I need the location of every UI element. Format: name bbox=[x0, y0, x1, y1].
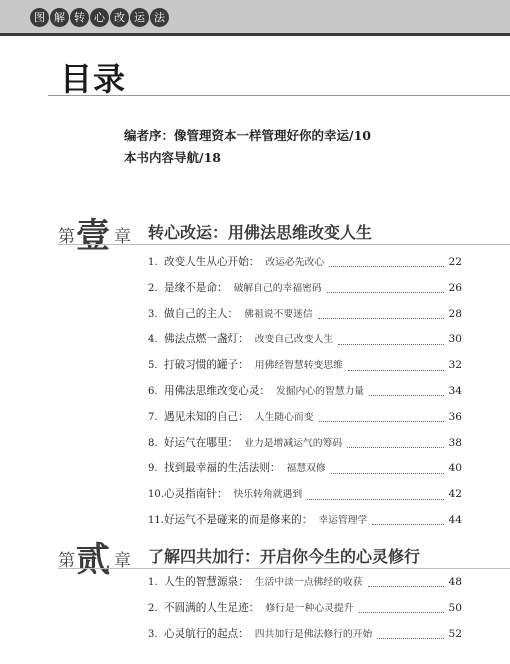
series-title-char: 运 bbox=[130, 8, 149, 27]
series-title-char: 图 bbox=[30, 8, 49, 27]
entry-page-number: 32 bbox=[448, 359, 462, 372]
toc-entry[interactable] bbox=[148, 435, 462, 461]
entry-subtitle: 发掘内心的智慧力量 bbox=[275, 385, 365, 397]
dot-leader bbox=[307, 499, 443, 500]
front-matter-item[interactable]: 本书内容导航/18 bbox=[124, 150, 221, 165]
entry-subtitle: 快乐转角就遇到 bbox=[233, 489, 303, 501]
entry-title: 不圆满的人生足迹： bbox=[164, 601, 260, 614]
series-title bbox=[30, 8, 169, 27]
series-title-char: 转 bbox=[70, 8, 89, 27]
series-title-char: 心 bbox=[90, 8, 109, 27]
chapter-suffix: 章 bbox=[114, 227, 131, 247]
chapter-number: 贰 bbox=[76, 540, 110, 580]
entry-title: 人生的智慧源泉： bbox=[164, 576, 249, 588]
toc-entry[interactable] bbox=[148, 331, 462, 357]
entry-page-number: 28 bbox=[448, 307, 462, 320]
entry-page-number: 42 bbox=[448, 488, 462, 501]
chapter-label bbox=[58, 538, 138, 588]
entry-page-number: 26 bbox=[448, 281, 462, 294]
toc-entry[interactable] bbox=[148, 409, 462, 435]
toc-entry[interactable] bbox=[148, 306, 462, 332]
entry-title: 心灵航行的起点： bbox=[164, 627, 249, 640]
entry-subtitle: 人生随心而变 bbox=[254, 411, 314, 423]
chapter-entries bbox=[148, 254, 462, 538]
chapter-prefix: 第 bbox=[58, 227, 75, 247]
chapter-title[interactable]: 了解四共加行：开启你今生的心灵修行 bbox=[148, 547, 421, 566]
chapter-number: 壹 bbox=[76, 216, 110, 256]
page-title: 目录 bbox=[60, 60, 127, 98]
dot-leader bbox=[329, 266, 443, 267]
series-title-char: 解 bbox=[50, 8, 69, 27]
entry-subtitle: 修行是一种心灵提升 bbox=[265, 602, 354, 614]
chapter-label bbox=[58, 214, 138, 264]
entry-number: 6. bbox=[148, 385, 158, 397]
entry-subtitle: 破解自己的幸福密码 bbox=[233, 282, 322, 294]
entry-title: 是缘不是命： bbox=[164, 281, 228, 294]
entry-title: 用佛法思维改变心灵： bbox=[164, 384, 270, 397]
dot-leader bbox=[359, 612, 444, 613]
entry-title: 改变人生从心开始： bbox=[164, 256, 260, 268]
toc-entry[interactable] bbox=[148, 357, 462, 383]
entry-page-number: 38 bbox=[448, 436, 462, 449]
dot-leader bbox=[372, 524, 443, 525]
dot-leader bbox=[347, 447, 443, 448]
entry-subtitle: 四共加行是佛法修行的开始 bbox=[254, 628, 373, 640]
entry-number: 8. bbox=[148, 437, 158, 449]
entry-number: 2. bbox=[148, 602, 158, 614]
dot-leader bbox=[368, 586, 444, 587]
entry-title: 遇见未知的自己： bbox=[164, 410, 249, 423]
dot-leader bbox=[331, 473, 444, 474]
entry-number: 11. bbox=[148, 514, 164, 526]
entry-page-number: 34 bbox=[448, 384, 462, 397]
dot-leader bbox=[318, 318, 444, 319]
entry-number: 1. bbox=[148, 257, 158, 268]
title-divider bbox=[48, 95, 510, 96]
entry-title: 好运气在哪里： bbox=[164, 436, 239, 449]
toc-entry[interactable] bbox=[148, 460, 462, 486]
dot-leader bbox=[377, 638, 443, 639]
entry-number: 9. bbox=[148, 463, 158, 475]
entry-number: 10. bbox=[148, 489, 164, 501]
entry-page-number: 48 bbox=[448, 576, 462, 588]
toc-entry[interactable] bbox=[148, 600, 462, 626]
entry-subtitle: 业力是增减运气的筹码 bbox=[244, 437, 343, 449]
chapter-prefix: 第 bbox=[58, 551, 75, 571]
entry-number: 7. bbox=[148, 411, 158, 423]
toc-entry[interactable] bbox=[148, 512, 462, 538]
entry-subtitle: 生活中读一点佛经的收获 bbox=[254, 577, 363, 588]
entry-number: 4. bbox=[148, 334, 158, 346]
entry-subtitle: 福慧双修 bbox=[286, 463, 326, 475]
toc-entry[interactable] bbox=[148, 626, 462, 652]
entry-title: 做自己的主人： bbox=[164, 307, 239, 320]
series-title-char: 法 bbox=[150, 8, 169, 27]
entry-page-number: 36 bbox=[448, 410, 462, 423]
series-title-char: 改 bbox=[110, 8, 129, 27]
toc-entry[interactable] bbox=[148, 574, 462, 600]
dot-leader bbox=[338, 344, 443, 345]
entry-subtitle: 改变自己改变人生 bbox=[254, 334, 334, 346]
entry-subtitle: 幸运管理学 bbox=[318, 514, 368, 526]
toc-entry[interactable] bbox=[148, 486, 462, 512]
dot-leader bbox=[369, 395, 443, 396]
entry-title: 打破习惯的罐子： bbox=[164, 359, 249, 372]
front-matter-item[interactable]: 编者序：像管理资本一样管理好你的幸运/10 bbox=[124, 128, 371, 143]
entry-number: 1. bbox=[148, 577, 158, 588]
chapter-divider bbox=[58, 568, 510, 569]
dot-leader bbox=[319, 421, 444, 422]
chapter-entries bbox=[148, 574, 462, 651]
entry-page-number: 30 bbox=[448, 333, 462, 346]
toc-entry[interactable] bbox=[148, 280, 462, 306]
entry-subtitle: 佛祖说不要迷信 bbox=[244, 308, 313, 320]
toc-entry[interactable] bbox=[148, 383, 462, 409]
entry-page-number: 44 bbox=[448, 513, 462, 526]
chapter-divider bbox=[58, 244, 510, 245]
entry-number: 5. bbox=[148, 360, 158, 372]
entry-title: 心灵指南针： bbox=[164, 488, 228, 501]
entry-page-number: 52 bbox=[448, 627, 462, 640]
entry-page-number: 22 bbox=[448, 256, 462, 268]
entry-page-number: 50 bbox=[448, 601, 462, 614]
entry-number: 2. bbox=[148, 282, 158, 294]
chapter-title[interactable]: 转心改运：用佛法思维改变人生 bbox=[148, 223, 373, 242]
dot-leader bbox=[327, 292, 444, 293]
entry-number: 3. bbox=[148, 628, 158, 640]
entry-title: 找到最幸福的生活法则： bbox=[164, 462, 281, 475]
entry-subtitle: 用佛经智慧转变思维 bbox=[254, 360, 343, 372]
entry-number: 3. bbox=[148, 308, 158, 320]
entry-title: 好运气不是碰来的而是修来的： bbox=[164, 513, 313, 526]
entry-subtitle: 改运必先改心 bbox=[265, 257, 325, 268]
front-matter bbox=[124, 125, 371, 169]
entry-title: 佛法点燃一盏灯： bbox=[164, 333, 249, 346]
chapter-suffix: 章 bbox=[114, 551, 131, 571]
toc-entry[interactable] bbox=[148, 254, 462, 280]
entry-page-number: 40 bbox=[448, 462, 462, 475]
header-strip bbox=[0, 0, 510, 36]
dot-leader bbox=[348, 370, 444, 371]
